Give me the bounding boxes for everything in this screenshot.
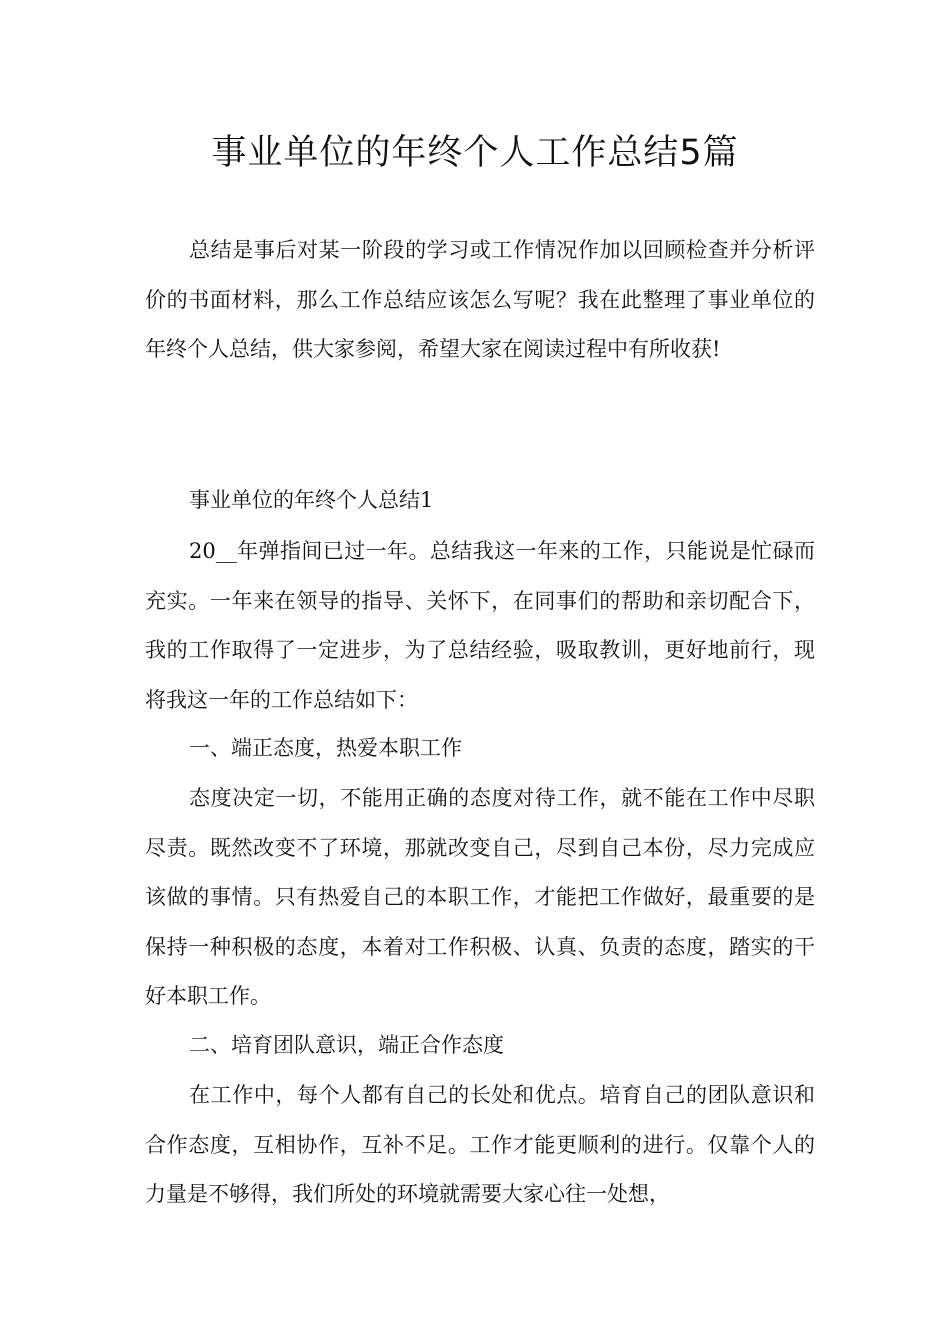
intro-paragraph: 总结是事后对某一阶段的学习或工作情况作加以回顾检查并分析评价的书面材料，那么工作总结应该怎么写呢？我在此整理了事业单位的年终个人总结，供大家参阅，希望大家在阅读过程中有所收获! <box>145 238 815 362</box>
section-2-title: 二、培育团队意识，端正合作态度 <box>189 1033 504 1057</box>
section-1-title: 一、端正态度，热爱本职工作 <box>189 736 462 760</box>
article-heading: 事业单位的年终个人总结1 <box>189 488 434 512</box>
section-2-paragraph: 在工作中，每个人都有自己的长处和优点。培育自己的团队意识和合作态度，互相协作，互补不足。工作才能更顺利的进行。仅靠个人的力量是不够得，我们所处的环境就需要大家心往一处想， <box>145 1083 815 1207</box>
document-title: 事业单位的年终个人工作总结5篇 <box>211 133 739 173</box>
opening-paragraph: 20__年弹指间已过一年。总结我这一年来的工作，只能说是忙碌而充实。一年来在领导的指导、关怀下，在同事们的帮助和亲切配合下，我的工作取得了一定进步，为了总结经验，吸取教训，更好地前行，现将我这一年的工作总结如下： <box>145 539 815 712</box>
section-1-paragraph: 态度决定一切，不能用正确的态度对待工作，就不能在工作中尽职尽责。既然改变不了环境，那就改变自己，尽到自己本份，尽力完成应该做的事情。只有热爱自己的本职工作，才能把工作做好，最重要的是保持一种积极的态度，本着对工作积极、认真、负责的态度，踏实的干好本职工作。 <box>145 786 815 1009</box>
